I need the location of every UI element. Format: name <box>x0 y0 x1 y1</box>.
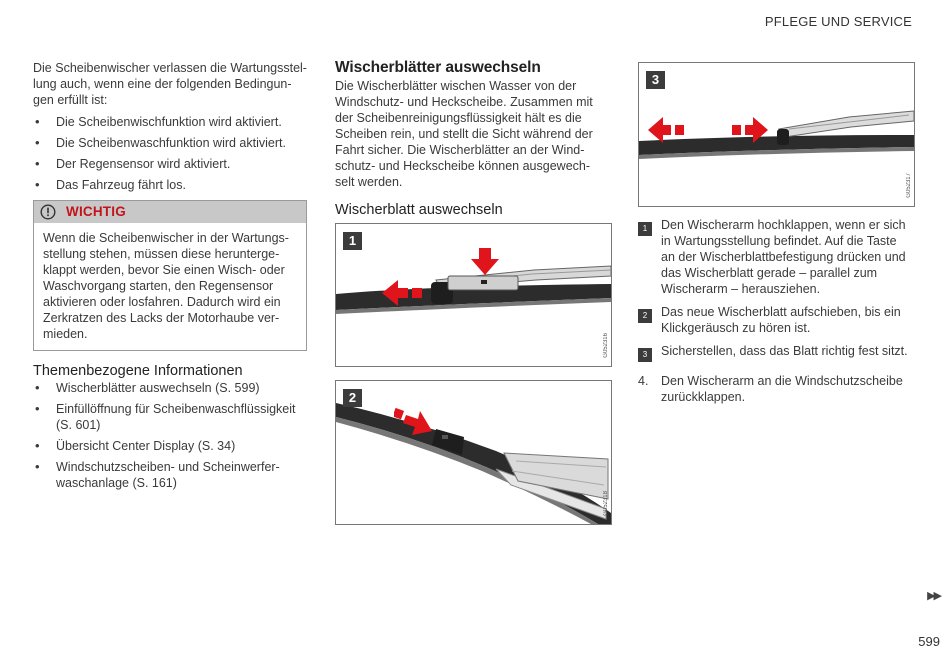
section-intro: Die Wischerblätter wischen Wasser von der Windschutz- und Heckscheibe. Zusammen mit der Scheibenreinigungsflüssigkeit hält es die Scheiben rein, und stellt die Sicht während der Fahrt sicher. Die Wischerblätter an der Wind-schutz- und Heckscheibe können ausgewech-selt werden. <box>335 79 593 189</box>
figure-number: 2 <box>343 389 362 407</box>
step-text: Den Wischerarm hochklappen, wenn er sich in Wartungsstellung befindet. Auf die Taste an der Wischerblattbefestigung drücken und das Wischerblatt gerade – parallel zum Wischerarm – herausziehen. <box>661 218 906 296</box>
left-arrow-icon <box>647 115 685 145</box>
figure-code: G052316 <box>603 333 609 358</box>
step-text: Den Wischerarm an die Windschutzscheibe zurückklappen. <box>661 374 903 404</box>
figure-code: G052318 <box>603 491 609 516</box>
warning-header <box>34 201 306 223</box>
related-link[interactable]: • Wischerblätter auswechseln (S. 599) <box>33 380 307 396</box>
figure-number: 1 <box>343 232 362 250</box>
warning-text: Wenn die Scheibenwischer in der Wartungs-stellung stehen, müssen diese herunterge-klappt werden, bevor Sie einen Wisch- oder Waschvorgang starten, den Regensensor aktivieren oder losfahren. Dadurch wird ein Zerkratzen des Lacks der Motorhaube ver-mieden. <box>43 231 289 341</box>
pull-arrow-icon <box>380 278 424 308</box>
related-heading: Themenbezogene Informationen <box>33 363 243 379</box>
step-2 <box>638 304 913 336</box>
middle-column <box>335 60 605 218</box>
instruction-steps <box>638 217 913 405</box>
list-item: • Die Scheibenwaschfunktion wird aktiviert. <box>33 135 307 151</box>
list-item: • Die Scheibenwischfunktion wird aktiviert. <box>33 114 307 130</box>
related-list <box>33 380 307 491</box>
related-link[interactable]: • Übersicht Center Display (S. 34) <box>33 438 307 454</box>
step-marker: 2 <box>638 309 652 323</box>
figure-2 <box>335 380 612 525</box>
subsection-heading: Wischerblatt auswechseln <box>335 202 503 218</box>
wiper-illustration <box>336 381 611 524</box>
conditions-list <box>33 114 307 193</box>
figure-code: G052317 <box>906 173 912 198</box>
press-arrow-icon <box>469 246 501 278</box>
figure-3 <box>638 62 915 207</box>
intro-text: Die Scheibenwischer verlassen die Wartungsstel-lung auch, wenn eine der folgenden Bedingun-gen erfüllt ist: <box>33 61 307 107</box>
warning-title: WICHTIG <box>66 204 126 219</box>
related-link[interactable]: • Einfüllöffnung für Scheibenwaschflüssigkeit (S. 601) <box>33 401 307 433</box>
left-column <box>33 60 307 491</box>
figure-number: 3 <box>646 71 665 89</box>
warning-icon <box>40 204 56 220</box>
step-3 <box>638 343 913 359</box>
related-link[interactable]: • Windschutzscheiben- und Scheinwerfer-waschanlage (S. 161) <box>33 459 307 491</box>
step-4 <box>638 373 913 405</box>
list-item: • Das Fahrzeug fährt los. <box>33 177 307 193</box>
step-marker: 3 <box>638 348 652 362</box>
step-marker: 1 <box>638 222 652 236</box>
step-text: Das neue Wischerblatt aufschieben, bis ein Klickgeräusch zu hören ist. <box>661 305 901 335</box>
push-arrow-icon <box>394 405 434 439</box>
section-heading: Wischerblätter auswechseln <box>335 59 541 76</box>
list-item: • Der Regensensor wird aktiviert. <box>33 156 307 172</box>
figure-1 <box>335 223 612 367</box>
next-page-icon[interactable]: ▶▶ <box>927 590 940 602</box>
right-arrow-icon <box>731 115 769 145</box>
step-text: Sicherstellen, dass das Blatt richtig fest sitzt. <box>661 344 908 358</box>
step-number: 4. <box>638 374 649 388</box>
warning-box <box>33 200 307 351</box>
page-number: 599 <box>918 634 940 649</box>
section-header: PFLEGE UND SERVICE <box>764 14 912 29</box>
step-1 <box>638 217 913 297</box>
